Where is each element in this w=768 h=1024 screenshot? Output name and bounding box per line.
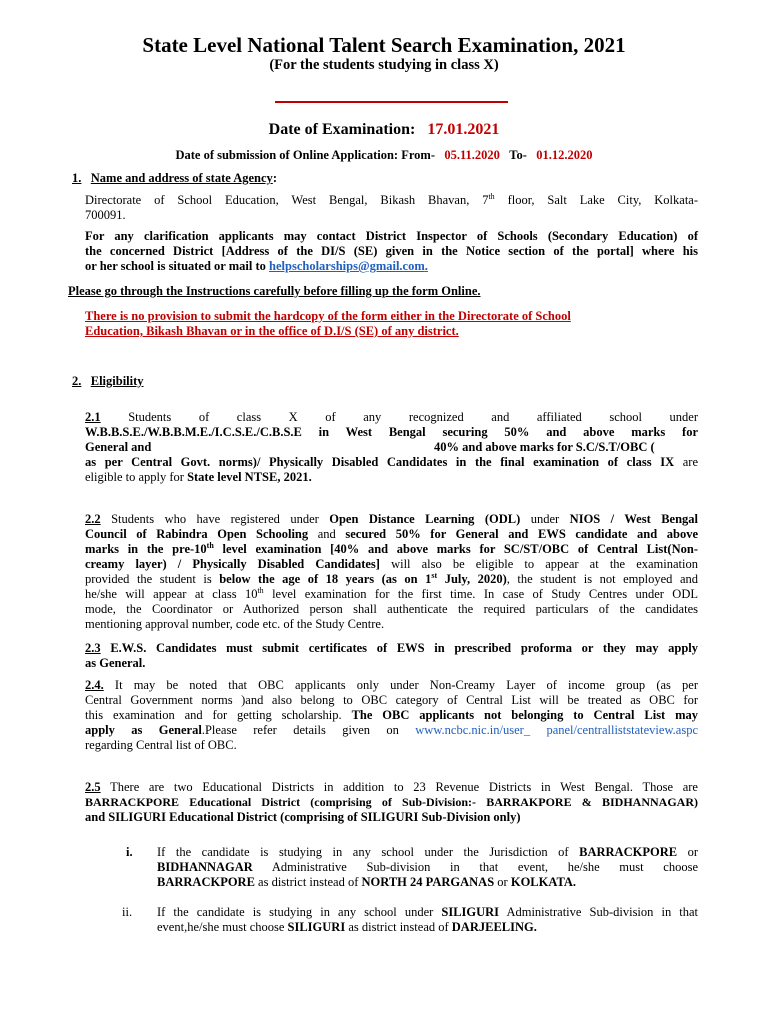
para-2-1-number: 2.1 bbox=[85, 410, 101, 424]
para-2-4-line-4 bbox=[85, 723, 698, 739]
hardcopy-warning-line-2: Education, Bikash Bhavan or in the office of D.I/S (SE) of any district. bbox=[85, 324, 459, 338]
item-text: as district instead of bbox=[258, 875, 359, 889]
red-divider bbox=[275, 101, 508, 103]
para-text: General and bbox=[85, 440, 152, 454]
para-text: apply as General bbox=[85, 723, 202, 737]
para-2-1-line-4 bbox=[85, 455, 698, 471]
item-text: BARRACKPORE bbox=[579, 845, 678, 859]
para-2-5-line-1 bbox=[85, 780, 698, 796]
item-text: Administrative Sub-division in that bbox=[506, 905, 699, 919]
para-2-5-line-3: and SILIGURI Educational District (comprising of SILIGURI Sub-Division only) bbox=[85, 810, 521, 824]
para-2-5-number: 2.5 bbox=[85, 780, 101, 794]
hardcopy-warning-line-1: There is no provision to submit the hardcopy of the form either in the Directorate of School bbox=[85, 309, 571, 323]
contact-line-1: For any clarification applicants may contact District Inspector of Schools (Secondary Education) of bbox=[85, 229, 698, 243]
address-part: floor, Salt Lake City, Kolkata- bbox=[507, 193, 699, 207]
para-2-4-number: 2.4. bbox=[85, 678, 104, 692]
para-2-4-line-1 bbox=[85, 678, 698, 694]
para-2-4-line-3 bbox=[85, 708, 698, 724]
address-part: Directorate of School Education, West Bengal, Bikash Bhavan, 7 bbox=[85, 193, 489, 207]
item-text: or bbox=[497, 875, 508, 889]
agency-address-line2: 700091. bbox=[85, 208, 126, 222]
ncbc-url-link[interactable]: www.ncbc.nic.in/user_ panel/centralliststateview.aspc bbox=[415, 723, 699, 737]
para-text: Council of Rabindra Open Schooling bbox=[85, 527, 309, 541]
para-2-3-line-2: as General. bbox=[85, 656, 146, 670]
exam-date-value: 17.01.2021 bbox=[427, 121, 500, 138]
para-2-2-number: 2.2 bbox=[85, 512, 101, 526]
submission-dates-line bbox=[0, 148, 768, 163]
para-text: this examination and for getting scholarship. bbox=[85, 708, 342, 722]
para-sup: th bbox=[206, 540, 214, 550]
para-2-3-number: 2.3 bbox=[85, 641, 101, 655]
contact-text: or her school is situated or mail to bbox=[85, 259, 266, 273]
para-text: There are two Educational Districts in addition to 23 Revenue Districts in West Bengal. Those are bbox=[110, 780, 698, 794]
para-sup: st bbox=[431, 570, 438, 580]
para-text: July, 2020) bbox=[444, 572, 507, 586]
exam-date-label: Date of Examination: bbox=[268, 121, 416, 138]
para-2-5-line-2: BARRACKPORE Educational District (comprising of Sub-Division:- BARRAKPORE & BIDHANNAGAR) bbox=[85, 795, 698, 809]
para-2-3-line-1 bbox=[85, 641, 698, 657]
item-text: Administrative Sub-division in that event, he/she must choose bbox=[271, 860, 698, 874]
item-text: SILIGURI bbox=[441, 905, 500, 919]
list-item-i-line-2 bbox=[157, 860, 698, 876]
para-text: E.W.S. Candidates must submit certificates of EWS in prescribed proforma or they may apply bbox=[110, 641, 699, 655]
agency-address bbox=[85, 193, 698, 209]
para-2-2-line-7: mode, the Coordinator or Authorized person shall authenticate the required particulars of the candidates bbox=[85, 602, 698, 616]
para-text: creamy layer) / Physically Disabled Candidates] bbox=[85, 557, 380, 571]
para-2-4-line-2: Central Government norms )and also belong to OBC category of Central List will be treated as OBC for bbox=[85, 693, 698, 707]
para-text: level examination for the first time. In case of Study Centres under ODL bbox=[272, 587, 698, 601]
para-text: , the student is not employed and bbox=[506, 572, 698, 586]
para-text: Open Distance Learning (ODL) bbox=[329, 512, 521, 526]
item-text: BIDHANNAGAR bbox=[157, 860, 253, 874]
list-item-ii-marker: ii. bbox=[122, 905, 133, 919]
instructions-note: Please go through the Instructions carefully before filling up the form Online. bbox=[68, 284, 481, 298]
submission-label: Date of submission of Online Application: From- bbox=[175, 148, 435, 162]
item-text: SILIGURI bbox=[287, 920, 346, 934]
para-text: Students who have registered under bbox=[111, 512, 319, 526]
para-text: The OBC applicants not belonging to Central List may bbox=[351, 708, 699, 722]
para-2-2-line-8: mentioning approval number, code etc. of the Study Centre. bbox=[85, 617, 385, 631]
para-text: will also be eligible to appear at the examination bbox=[391, 557, 698, 571]
para-2-1-line-1 bbox=[85, 410, 698, 426]
item-text: If the candidate is studying in any school under bbox=[157, 905, 434, 919]
para-text: eligible to apply for bbox=[85, 470, 184, 484]
para-2-2-line-1 bbox=[85, 512, 698, 528]
section-2-number: 2. bbox=[72, 374, 82, 388]
para-text: marks in the pre-10 bbox=[85, 542, 207, 556]
exam-date-line bbox=[0, 121, 768, 139]
para-2-4-line-5: regarding Central list of OBC. bbox=[85, 738, 237, 752]
para-text: and bbox=[317, 527, 336, 541]
document-title: State Level National Talent Search Examination, 2021 bbox=[142, 33, 626, 57]
para-text: level examination [40% and above marks for SC/ST/OBC of Central List(Non- bbox=[222, 542, 698, 556]
contact-line-3 bbox=[85, 259, 428, 275]
item-text: DARJEELING. bbox=[451, 920, 537, 934]
para-text: under bbox=[530, 512, 560, 526]
para-text: State level NTSE, 2021. bbox=[187, 470, 312, 484]
para-text: It may be noted that OBC applicants only under Non-Creamy Layer of income group (as per bbox=[114, 678, 699, 692]
list-item-ii-line-1 bbox=[157, 905, 698, 921]
list-item-i-marker: i. bbox=[126, 845, 133, 859]
item-text: BARRACKPORE bbox=[157, 875, 255, 889]
para-2-2-line-4 bbox=[85, 557, 698, 573]
para-text: 40% and above marks for S.C/S.T/OBC ( bbox=[434, 440, 655, 454]
item-text: KOLKATA. bbox=[510, 875, 577, 889]
para-2-2-line-2 bbox=[85, 527, 698, 543]
para-text: .Please refer details given on bbox=[201, 723, 399, 737]
para-text: provided the student is bbox=[85, 572, 212, 586]
para-text: below the age of 18 years (as on 1 bbox=[219, 572, 432, 586]
address-sup: th bbox=[488, 191, 495, 201]
list-item-ii-line-2 bbox=[157, 920, 537, 936]
para-text: Students of class X of any recognized and affiliated school under bbox=[128, 410, 699, 424]
submission-from: 05.11.2020 bbox=[444, 148, 500, 162]
para-2-1-line-5 bbox=[85, 470, 312, 486]
section-1-title: Name and address of state Agency bbox=[90, 171, 273, 185]
item-text: as district instead of bbox=[348, 920, 449, 934]
para-text: secured 50% for General and EWS candidate and above bbox=[345, 527, 699, 541]
section-1-number: 1. bbox=[72, 171, 82, 185]
para-2-1-line-3 bbox=[85, 440, 698, 456]
para-text: as per Central Govt. norms)/ Physically Disabled Candidates in the final examination of class IX bbox=[85, 455, 675, 469]
para-2-1-line-2: W.B.B.S.E./W.B.B.M.E./I.C.S.E./C.B.S.E in West Bengal securing 50% and above marks for bbox=[85, 425, 698, 439]
contact-line-2: the concerned District [Address of the DI/S (SE) given in the Notice section of the portal] where his bbox=[85, 244, 698, 258]
section-2-heading bbox=[72, 374, 144, 389]
para-sup: th bbox=[257, 585, 264, 595]
para-2-2-line-5 bbox=[85, 572, 698, 588]
email-tail: . bbox=[424, 259, 428, 273]
para-text: are bbox=[682, 455, 698, 469]
submission-to: 01.12.2020 bbox=[536, 148, 593, 162]
section-1-heading: 1. Name and address of state Agency: bbox=[72, 171, 277, 185]
item-text: event,he/she must choose bbox=[157, 920, 285, 934]
para-text: he/she will appear at class 10 bbox=[85, 587, 258, 601]
help-email-link[interactable]: helpscholarships@gmail.com bbox=[269, 259, 425, 273]
para-text: NIOS / West Bengal bbox=[569, 512, 699, 526]
document-subtitle: (For the students studying in class X) bbox=[269, 57, 499, 73]
list-item-i-line-1 bbox=[157, 845, 698, 861]
list-item-i-line-3 bbox=[157, 875, 576, 891]
item-text: NORTH 24 PARGANAS bbox=[361, 875, 495, 889]
item-text: If the candidate is studying in any school under the Jurisdiction of bbox=[157, 845, 569, 859]
submission-to-label: To- bbox=[509, 148, 527, 162]
item-text: or bbox=[687, 845, 699, 859]
para-2-2-line-6 bbox=[85, 587, 698, 603]
section-2-title: Eligibility bbox=[90, 374, 144, 388]
para-2-2-line-3 bbox=[85, 542, 698, 558]
